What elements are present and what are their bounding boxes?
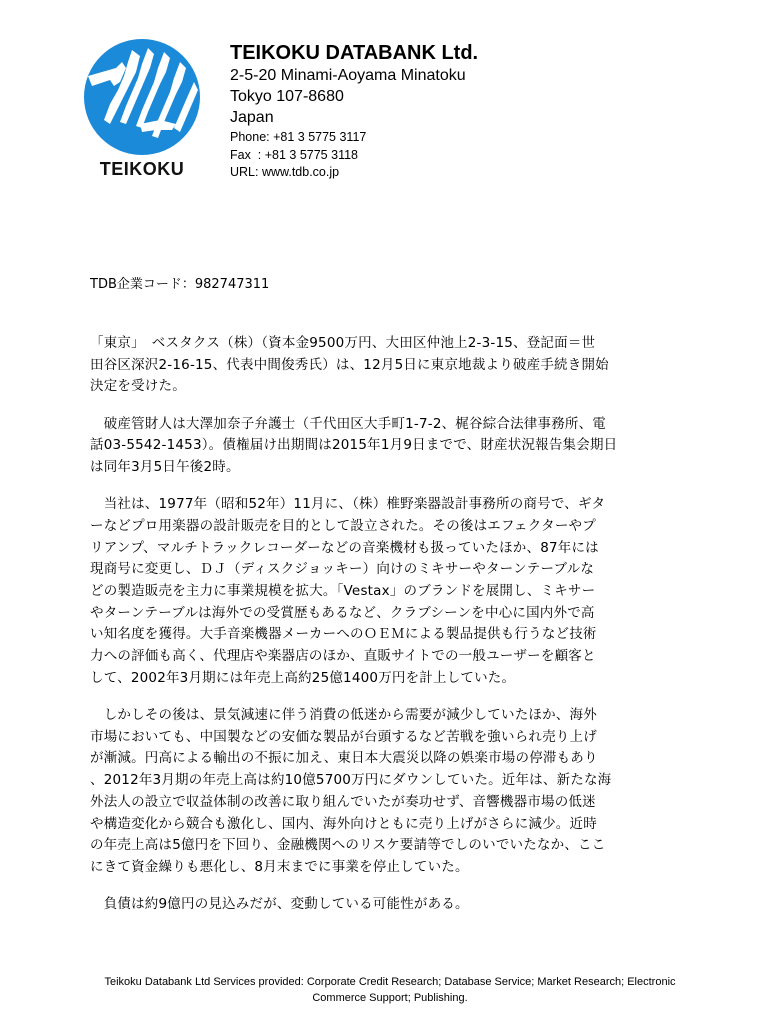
company-name: TEIKOKU DATABANK Ltd. [230,42,479,64]
text-line: い知名度を獲得。大手音楽機器メーカーへのＯＥＭによる製品提供も行うなど技術 [90,626,597,643]
globe-logo-icon [80,38,204,156]
footer-line: Teikoku Databank Ltd Services provided: Corporate Credit Research; Database Service; Market Research; Electronic [104,976,676,988]
address-line: 2-5-20 Minami-Aoyama Minatoku [230,67,466,84]
paragraph-bankruptcy-announcement [90,333,690,398]
text-line: 現商号に変更し、ＤＪ（ディスクジョッキー）向けのミキサーやターンテーブルな [90,561,595,578]
text-line: ーなどプロ用楽器の設計販売を目的として設立された。その後はエフェクターやプ [90,517,596,534]
paragraph-decline [90,705,690,879]
text-line: 話03-5542-1453）。債権届け出期間は2015年1月9日までで、財産状況報告集会期日 [90,437,618,454]
text-line: 力への評価も高く、代理店や楽器店のほか、直販サイトでの一般ユーザーを顧客と [90,648,596,665]
address-line: Tokyo 107-8680 [230,88,344,105]
text-line: 外法人の設立で収益体制の改善に取り組んでいたが奏功せず、音響機器市場の低迷 [90,793,596,810]
text-line: 市場においても、中国製などの安価な製品が台頭するなど苦戦を強いられ売り上げ [90,728,597,745]
footer-services [80,975,700,1006]
fax-number: Fax : +81 3 5775 3118 [230,147,358,162]
text-line: の年売上高は5億円を下回り、金融機関へのリスケ要請等でしのいでいたなか、ここ [90,837,606,854]
text-line: 、2012年3月期の年売上高は約10億5700万円にダウンしていた。近年は、新たな海 [90,772,612,789]
text-line: して、2002年3月期には年売上高約25億1400万円を計上していた。 [90,669,516,686]
text-line: にきて資金繰りも悪化し、8月末までに事業を停止していた。 [90,858,469,875]
text-line: 決定を受けた。 [90,378,186,395]
footer-line: Commerce Support; Publishing. [312,991,468,1004]
text-line: 破産管財人は大澤加奈子弁護士（千代田区大手町1-7-2、梶谷綜合法律事務所、電 [90,415,607,432]
address-line: Japan [230,109,274,126]
text-line: どの製造販売を主力に事業規模を拡大。「Vestax」のブランドを展開し、ミキサー [90,583,596,600]
text-line: は同年3月5日午後2時。 [90,459,240,476]
text-line: 当社は、1977年（昭和52年）11月に、（株）椎野楽器設計事務所の商号で、ギタ [90,496,606,513]
text-line: しかしその後は、景気減速に伴う消費の低迷から需要が減少していたほか、海外 [90,707,597,724]
text-line: 田谷区深沢2-16-15、代表中間俊秀氏）は、12月5日に東京地裁より破産手続き開始 [90,356,609,373]
text-line: やターンテーブルは海外での受賞歴もあるなど、クラブシーンを中心に国内外で高 [90,604,595,621]
text-line: リアンプ、マルチトラックレコーダーなどの音楽機材も扱っていたほか、87年には [90,539,599,556]
article-body [90,333,690,931]
letterhead [230,41,478,182]
teikoku-logo [80,38,204,186]
paragraph-trustee [90,414,690,479]
website-url: URL: www.tdb.co.jp [230,165,340,179]
tdb-company-code: TDB企業コード：982747311 [90,277,270,292]
paragraph-liabilities [90,894,690,916]
text-line: 「東京」 ベスタクス（株）（資本金9500万円、大田区仲池上2-3-15、登記面＝世 [90,335,596,351]
text-line: 負債は約9億円の見込みだが、変動している可能性がある。 [90,896,469,913]
logo-wordmark: TEIKOKU [99,159,185,179]
text-line: が漸減。円高による輸出の不振に加え、東日本大震災以降の娯楽市場の停滞もあり [90,750,598,767]
paragraph-company-history [90,494,690,689]
text-line: や構造変化から競合も激化し、国内、海外向けともに売り上げがさらに減少。近時 [90,815,597,832]
phone-number: Phone: +81 3 5775 3117 [230,130,367,144]
